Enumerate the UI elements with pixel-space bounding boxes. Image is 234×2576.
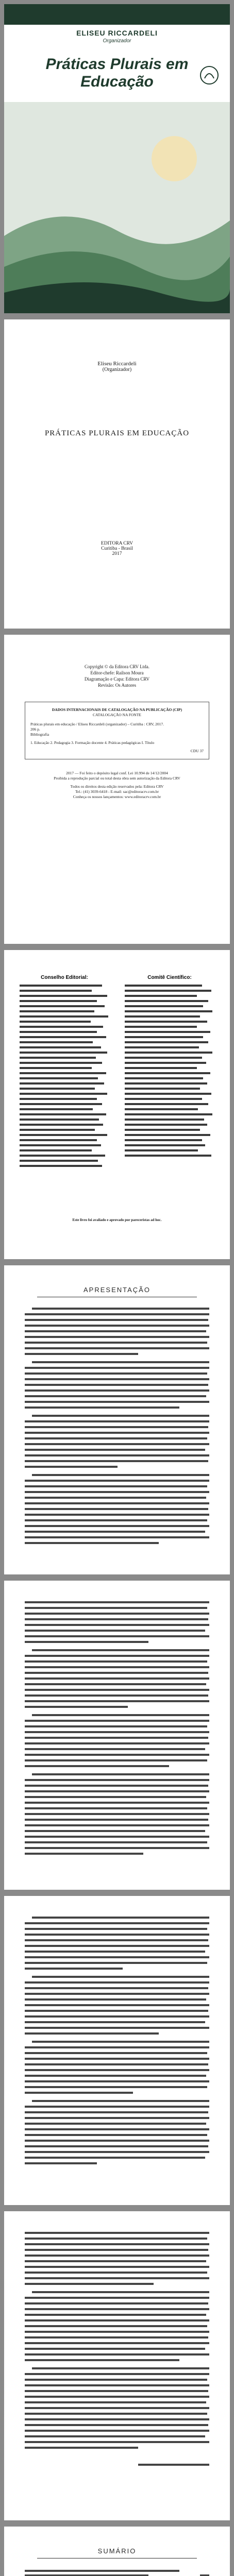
book-cover: [4, 4, 230, 313]
site-line: Conheça os nossos lançamentos: www.editoracrv.com.br: [73, 794, 161, 799]
editorial-council-list: [15, 984, 113, 1195]
council-columns: [15, 975, 219, 1201]
legal-line: 2017 — Foi feito o depósito legal conf. Lei 10.994 de 14/12/2004: [66, 771, 168, 775]
editor-line: Editor-chefe: Railson Moura: [90, 670, 144, 675]
presentation-body-text-2: [25, 1601, 209, 1869]
presentation-page-2: [4, 1581, 230, 1890]
cip-topics: 1. Educação 2. Pedagogia 3. Formação docente 4. Práticas pedagógicas I. Título: [30, 740, 155, 745]
phone-line: Tel.: (41) 3039-6418 - E-mail: sac@editoracrv.com.br: [75, 789, 159, 794]
council-page: [4, 950, 230, 1259]
title-page: [4, 319, 230, 629]
cover-top-band: [4, 4, 230, 25]
rights-line: Proibida a reprodução parcial ou total desta obra sem autorização da Editora CRV: [54, 776, 180, 781]
summary-entries: [25, 2570, 209, 2576]
cover-title: Práticas Plurais em Educação: [45, 56, 189, 90]
address-line: Todos os direitos desta edição reservados pela: Editora CRV: [70, 784, 164, 789]
cip-pages: 206 p.: [30, 727, 40, 732]
summary-heading: SUMÁRIO: [97, 2547, 137, 2555]
editorial-council: [15, 975, 113, 1197]
summary-page-1: [4, 2527, 230, 2576]
scientific-committee-list: [121, 984, 219, 1195]
copyright-line: Copyright © da Editora CRV Ltda.: [85, 664, 149, 669]
presentation-page-1: [4, 1265, 230, 1574]
cover-author: ELISEU RICCARDELI: [76, 29, 158, 37]
cip-subtitle: CATALOGAÇÃO NA FONTE: [93, 713, 141, 717]
cip-box: [25, 702, 209, 759]
title-page-publisher: EDITORA CRV: [101, 541, 133, 546]
title-page-title: PRÁTICAS PLURAIS EM EDUCAÇÃO: [44, 429, 190, 437]
title-page-city: Curitiba - Brasil: [101, 546, 133, 551]
cip-body: Práticas plurais em educação / Eliseu Riccardeli (organizador) – Curitiba : CRV, 2017.: [30, 722, 164, 726]
cip-cdd: CDU 37: [190, 749, 204, 753]
cip-title: DADOS INTERNACIONAIS DE CATALOGAÇÃO NA PUBLICAÇÃO (CIP): [52, 707, 182, 712]
presentation-heading: APRESENTAÇÃO: [83, 1286, 151, 1294]
title-page-author: Eliseu Riccardeli: [97, 361, 137, 367]
revision-line: Revisão: Os Autores: [98, 683, 136, 688]
design-line: Diagramação e Capa: Editora CRV: [84, 676, 150, 682]
presentation-body-text: [25, 1308, 209, 1550]
scientific-committee: [121, 975, 219, 1197]
presentation-page-3: [4, 1896, 230, 2205]
presentation-page-4: [4, 2211, 230, 2520]
scientific-committee-heading: Comitê Científico:: [147, 975, 192, 980]
publisher-logo-icon: [199, 65, 220, 86]
title-page-role: (Organizador): [102, 367, 132, 372]
presentation-body-text-4: [25, 2232, 209, 2500]
editorial-council-heading: Conselho Editorial:: [41, 975, 88, 980]
title-page-year: 2017: [112, 551, 122, 556]
credits-page: [4, 635, 230, 944]
cover-illustration: [4, 102, 230, 313]
peer-review-note: Este livro foi avaliado e aprovado por pareceristas ad hoc.: [72, 1218, 162, 1222]
cover-role: Organizador: [103, 38, 131, 44]
cip-bibliography: Bibliografia: [30, 732, 49, 737]
presentation-body-text-3: [25, 1917, 209, 2184]
